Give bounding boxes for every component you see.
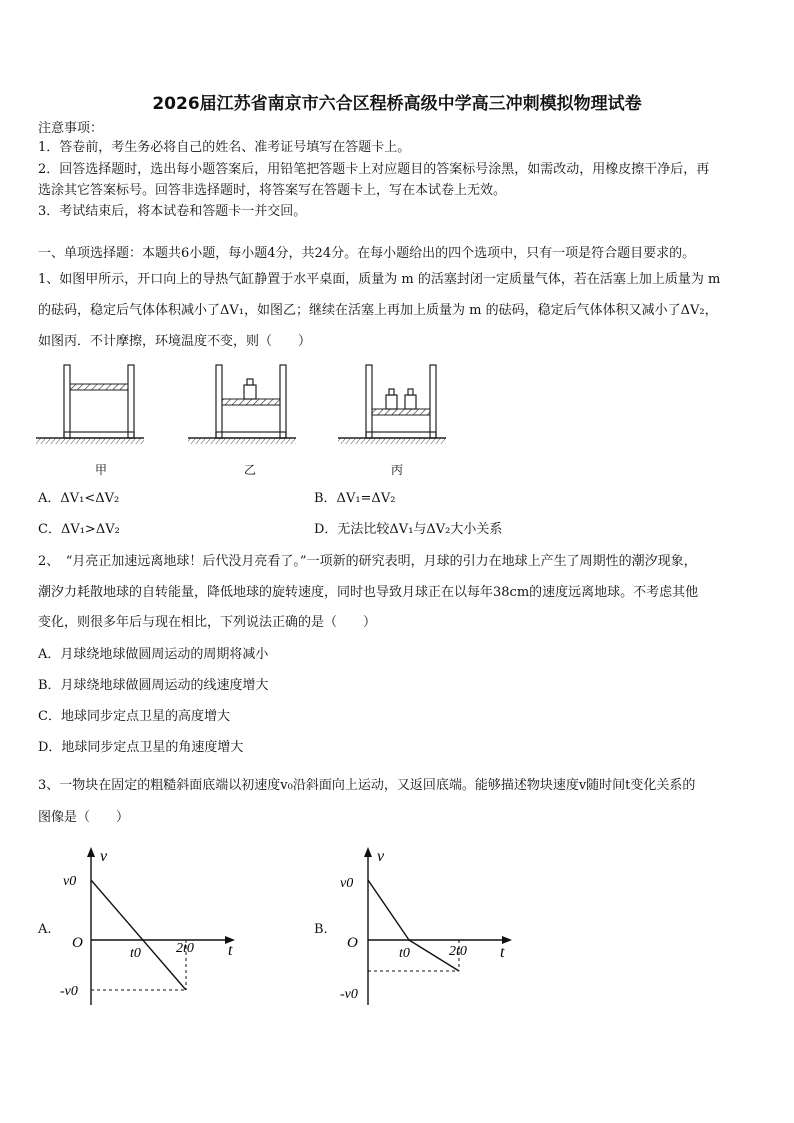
figure-caption-bing: 丙: [391, 463, 404, 477]
notice-item: 选涂其它答案标号。回答非选择题时，将答案写在答题卡上，写在本试卷上无效。: [38, 183, 507, 198]
graph-b-v-axis-label: v: [377, 848, 385, 865]
cylinder-figure-bing: [338, 365, 446, 444]
question-2-line: 潮汐力耗散地球的自转能量，降低地球的旋转速度，同时也导致月球正在以每年38cm的速度远离地球。不考虑其他: [38, 585, 699, 600]
question-2-option-c: C．地球同步定点卫星的高度增大: [38, 709, 230, 724]
question-2-line: 变化，则很多年后与现在相比，下列说法正确的是（ ）: [38, 615, 377, 630]
question-1-option-b: B．ΔV₁=ΔV₂: [314, 491, 396, 506]
cylinder-figures: [36, 360, 476, 450]
figure-caption-yi: 乙: [244, 463, 257, 477]
question-3-option-b-label: B.: [314, 922, 328, 937]
question-1-line: 如图丙．不计摩擦，环境温度不变，则（ ）: [38, 334, 312, 349]
graph-b-neg-v0-label: -v0: [340, 987, 358, 1002]
question-2-option-a: A．月球绕地球做圆周运动的周期将减小: [38, 647, 269, 662]
notice-heading: 注意事项：: [38, 121, 104, 136]
question-1-line: 1、如图甲所示，开口向上的导热气缸静置于水平桌面，质量为 m 的活塞封闭一定质量气体，若在活塞上加上质量为 m: [38, 272, 721, 287]
question-1-line: 的砝码，稳定后气体体积减小了ΔV₁，如图乙；继续在活塞上再加上质量为 m 的砝码，稳定后气体体积又减小了ΔV₂，: [38, 303, 718, 318]
cylinder-figure-yi: [188, 365, 296, 444]
graph-a-neg-v0-label: -v0: [60, 984, 78, 999]
question-3-line: 图像是（ ）: [38, 810, 130, 825]
figure-caption-jia: 甲: [95, 463, 108, 477]
graph-a-2t0-label: 2t0: [176, 941, 194, 956]
graph-a-t0-label: t0: [130, 946, 141, 961]
graph-a: [58, 845, 248, 1015]
notice-item: 3．考试结束后，将本试卷和答题卡一并交回。: [38, 204, 307, 219]
section-heading: 一、单项选择题：本题共6小题，每小题4分，共24分。在每小题给出的四个选项中，只有一项是符合题目要求的。: [38, 246, 696, 261]
question-3-line: 3、一物块在固定的粗糙斜面底端以初速度v₀沿斜面向上运动，又返回底端。能够描述物块速度v随时间t变化关系的: [38, 778, 696, 793]
question-2-line: 2、 “月亮正加速远离地球！后代没月亮看了。”一项新的研究表明，月球的引力在地球上产生了周期性的潮汐现象，: [38, 554, 697, 569]
graph-a-v-axis-label: v: [100, 848, 108, 865]
question-1-option-a: A．ΔV₁<ΔV₂: [38, 491, 120, 506]
graph-b-t-axis-label: t: [500, 944, 505, 961]
graph-a-origin-label: O: [72, 935, 83, 951]
graph-a-v0-label: v0: [63, 874, 77, 889]
graph-b-2t0-label: 2t0: [449, 944, 467, 959]
graph-a-t-axis-label: t: [228, 942, 233, 959]
question-2-option-b: B．月球绕地球做圆周运动的线速度增大: [38, 678, 269, 693]
graph-b-v0-label: v0: [340, 876, 354, 891]
question-1-option-d: D．无法比较ΔV₁与ΔV₂大小关系: [314, 522, 503, 537]
graph-b-origin-label: O: [347, 935, 358, 951]
page-title: 2026届江苏省南京市六合区程桥高级中学高三冲刺模拟物理试卷: [152, 94, 642, 114]
question-3-option-a-label: A.: [38, 922, 52, 937]
question-2-option-d: D．地球同步定点卫星的角速度增大: [38, 740, 244, 755]
graph-b-t0-label: t0: [399, 946, 410, 961]
notice-item: 2．回答选择题时，选出每小题答案后，用铅笔把答题卡上对应题目的答案标号涂黑，如需改动，用橡皮擦干净后，再: [38, 162, 710, 177]
cylinder-figure-jia: [36, 365, 144, 444]
notice-item: 1．答卷前，考生务必将自己的姓名、准考证号填写在答题卡上。: [38, 140, 411, 155]
question-1-option-c: C．ΔV₁>ΔV₂: [38, 522, 120, 537]
graph-b: [335, 845, 525, 1015]
